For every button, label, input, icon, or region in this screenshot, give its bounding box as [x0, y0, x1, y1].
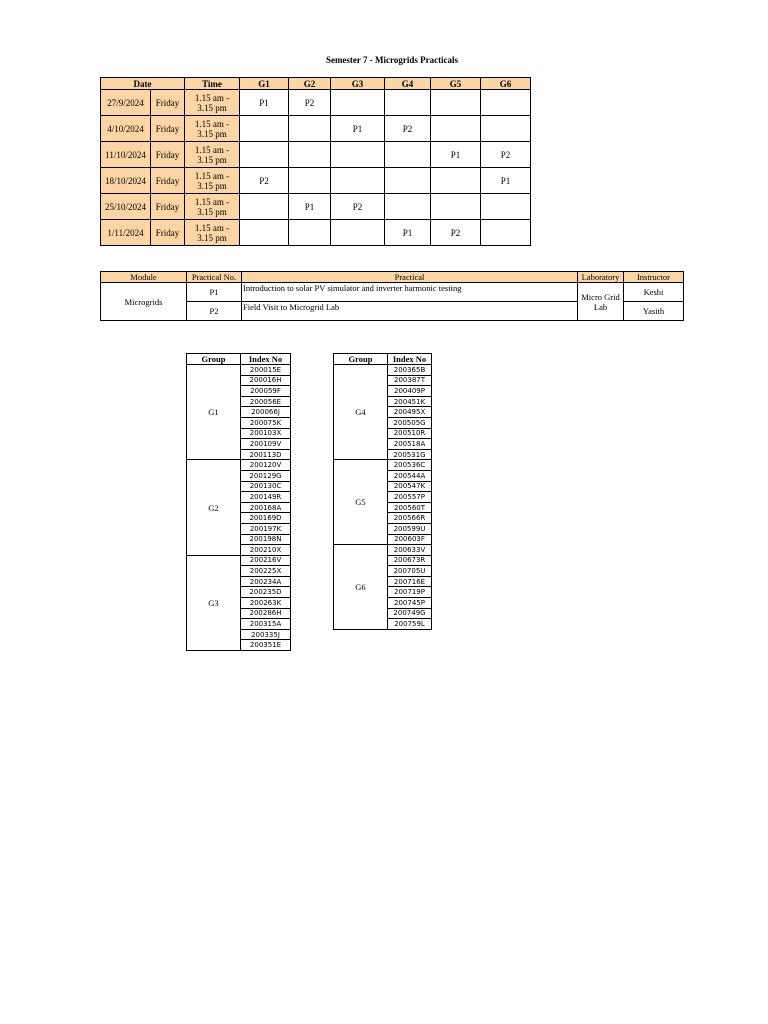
index-no-cell: 200673R	[388, 555, 432, 566]
index-no-cell: 200210X	[241, 545, 291, 556]
g5-cell	[431, 168, 481, 194]
g1-cell	[240, 194, 289, 220]
schedule-row	[101, 168, 531, 194]
header-practical-no: Practical No.	[187, 272, 242, 283]
table-row	[187, 555, 291, 566]
practical-row	[101, 283, 684, 302]
group-name-cell: G1	[187, 365, 241, 460]
group-name-cell: G4	[334, 365, 388, 460]
index-no-cell: 200560T	[388, 502, 432, 513]
g2-cell	[289, 116, 331, 142]
index-no-cell: 200531G	[388, 449, 432, 460]
g6-cell: P2	[481, 142, 531, 168]
index-no-cell: 200015E	[241, 365, 291, 376]
index-no-cell: 200633V	[388, 545, 432, 556]
header-group: Group	[187, 354, 241, 365]
groups-header-row	[187, 354, 291, 365]
g6-cell	[481, 220, 531, 246]
index-no-cell: 200149R	[241, 492, 291, 503]
index-no-cell: 200705U	[388, 566, 432, 577]
index-no-cell: 200113D	[241, 449, 291, 460]
index-no-cell: 200557P	[388, 492, 432, 503]
module-cell: Microgrids	[101, 283, 187, 321]
index-no-cell: 200365B	[388, 365, 432, 376]
g2-cell: P1	[289, 194, 331, 220]
index-no-cell: 200745P	[388, 598, 432, 609]
index-no-cell: 200599U	[388, 523, 432, 534]
g4-cell	[385, 194, 431, 220]
g2-cell	[289, 220, 331, 246]
laboratory-cell: Micro Grid Lab	[578, 283, 624, 321]
g4-cell: P2	[385, 116, 431, 142]
header-index-no: Index No	[388, 354, 432, 365]
index-no-cell: 200075K	[241, 417, 291, 428]
index-no-cell: 200225X	[241, 566, 291, 577]
table-row	[187, 365, 291, 376]
index-no-cell: 200168A	[241, 502, 291, 513]
g1-cell: P2	[240, 168, 289, 194]
day-cell: Friday	[151, 90, 185, 116]
time-cell: 1.15 am - 3.15 pm	[185, 142, 240, 168]
practicals-header-row	[101, 272, 684, 283]
table-row	[334, 365, 432, 376]
g1-cell	[240, 220, 289, 246]
page-title: Semester 7 - Microgrids Practicals	[325, 55, 459, 65]
index-no-cell: 200198N	[241, 534, 291, 545]
g2-cell	[289, 168, 331, 194]
schedule-row	[101, 194, 531, 220]
date-cell: 4/10/2024	[101, 116, 151, 142]
index-no-cell: 200335J	[241, 629, 291, 640]
practical-no-cell: P1	[187, 283, 242, 302]
index-no-cell: 200056E	[241, 396, 291, 407]
index-no-cell: 200351E	[241, 640, 291, 651]
header-index-no: Index No	[241, 354, 291, 365]
date-cell: 25/10/2024	[101, 194, 151, 220]
g1-cell	[240, 116, 289, 142]
g6-cell	[481, 194, 531, 220]
groups-table-left	[186, 353, 291, 651]
g1-cell	[240, 142, 289, 168]
day-cell: Friday	[151, 142, 185, 168]
groups-table-right	[333, 353, 432, 630]
group-name-cell: G5	[334, 460, 388, 545]
table-row	[334, 460, 432, 471]
table-row	[187, 460, 291, 471]
g5-cell: P2	[431, 220, 481, 246]
header-g1: G1	[240, 78, 289, 90]
index-no-cell: 200197K	[241, 523, 291, 534]
index-no-cell: 200263K	[241, 598, 291, 609]
group-name-cell: G2	[187, 460, 241, 555]
index-no-cell: 200510R	[388, 428, 432, 439]
index-no-cell: 200235D	[241, 587, 291, 598]
g1-cell: P1	[240, 90, 289, 116]
header-g5: G5	[431, 78, 481, 90]
index-no-cell: 200169D	[241, 513, 291, 524]
day-cell: Friday	[151, 116, 185, 142]
header-g2: G2	[289, 78, 331, 90]
index-no-cell: 200495X	[388, 407, 432, 418]
index-no-cell: 200505G	[388, 417, 432, 428]
header-instructor: Instructor	[624, 272, 684, 283]
g5-cell	[431, 194, 481, 220]
day-cell: Friday	[151, 194, 185, 220]
time-cell: 1.15 am - 3.15 pm	[185, 116, 240, 142]
practical-cell: Field Visit to Microgrid Lab	[242, 302, 578, 321]
index-no-cell: 200286H	[241, 608, 291, 619]
date-cell: 11/10/2024	[101, 142, 151, 168]
date-cell: 1/11/2024	[101, 220, 151, 246]
g5-cell	[431, 90, 481, 116]
g6-cell	[481, 90, 531, 116]
schedule-header-row	[101, 78, 531, 90]
index-no-cell: 200759L	[388, 619, 432, 630]
schedule-row	[101, 116, 531, 142]
date-cell: 27/9/2024	[101, 90, 151, 116]
practical-no-cell: P2	[187, 302, 242, 321]
time-cell: 1.15 am - 3.15 pm	[185, 90, 240, 116]
practicals-table	[100, 271, 684, 321]
time-cell: 1.15 am - 3.15 pm	[185, 220, 240, 246]
instructor-cell: Yasith	[624, 302, 684, 321]
g4-cell: P1	[385, 220, 431, 246]
index-no-cell: 200066J	[241, 407, 291, 418]
index-no-cell: 200566R	[388, 513, 432, 524]
index-no-cell: 200518A	[388, 439, 432, 450]
index-no-cell: 200387T	[388, 375, 432, 386]
time-cell: 1.15 am - 3.15 pm	[185, 194, 240, 220]
date-cell: 18/10/2024	[101, 168, 151, 194]
schedule-table	[100, 77, 531, 246]
practical-cell: Introduction to solar PV simulator and inverter harmonic testing	[242, 283, 578, 302]
instructor-cell: Keshi	[624, 283, 684, 302]
index-no-cell: 200547K	[388, 481, 432, 492]
index-no-cell: 200451K	[388, 396, 432, 407]
index-no-cell: 200059F	[241, 386, 291, 397]
time-cell: 1.15 am - 3.15 pm	[185, 168, 240, 194]
g5-cell	[431, 116, 481, 142]
index-no-cell: 200216V	[241, 555, 291, 566]
g3-cell	[331, 168, 385, 194]
index-no-cell: 200409P	[388, 386, 432, 397]
schedule-row	[101, 90, 531, 116]
g4-cell	[385, 168, 431, 194]
header-group: Group	[334, 354, 388, 365]
index-no-cell: 200016H	[241, 375, 291, 386]
group-name-cell: G3	[187, 555, 241, 650]
day-cell: Friday	[151, 220, 185, 246]
index-no-cell: 200103X	[241, 428, 291, 439]
index-no-cell: 200716E	[388, 576, 432, 587]
index-no-cell: 200234A	[241, 576, 291, 587]
g2-cell: P2	[289, 90, 331, 116]
header-date: Date	[101, 78, 185, 90]
g3-cell: P1	[331, 116, 385, 142]
g3-cell	[331, 142, 385, 168]
index-no-cell: 200315A	[241, 619, 291, 630]
g6-cell: P1	[481, 168, 531, 194]
g4-cell	[385, 142, 431, 168]
header-g4: G4	[385, 78, 431, 90]
day-cell: Friday	[151, 168, 185, 194]
g3-cell	[331, 90, 385, 116]
index-no-cell: 200544A	[388, 470, 432, 481]
header-g6: G6	[481, 78, 531, 90]
header-practical: Practical	[242, 272, 578, 283]
index-no-cell: 200749G	[388, 608, 432, 619]
index-no-cell: 200120V	[241, 460, 291, 471]
header-laboratory: Laboratory	[578, 272, 624, 283]
schedule-row	[101, 142, 531, 168]
g5-cell: P1	[431, 142, 481, 168]
g2-cell	[289, 142, 331, 168]
index-no-cell: 200129G	[241, 470, 291, 481]
index-no-cell: 200536C	[388, 460, 432, 471]
index-no-cell: 200719P	[388, 587, 432, 598]
g3-cell	[331, 220, 385, 246]
group-name-cell: G6	[334, 545, 388, 630]
g4-cell	[385, 90, 431, 116]
schedule-row	[101, 220, 531, 246]
header-g3: G3	[331, 78, 385, 90]
index-no-cell: 200109V	[241, 439, 291, 450]
g3-cell: P2	[331, 194, 385, 220]
index-no-cell: 200603F	[388, 534, 432, 545]
header-module: Module	[101, 272, 187, 283]
index-no-cell: 200130C	[241, 481, 291, 492]
g6-cell	[481, 116, 531, 142]
groups-header-row	[334, 354, 432, 365]
header-time: Time	[185, 78, 240, 90]
table-row	[334, 545, 432, 556]
